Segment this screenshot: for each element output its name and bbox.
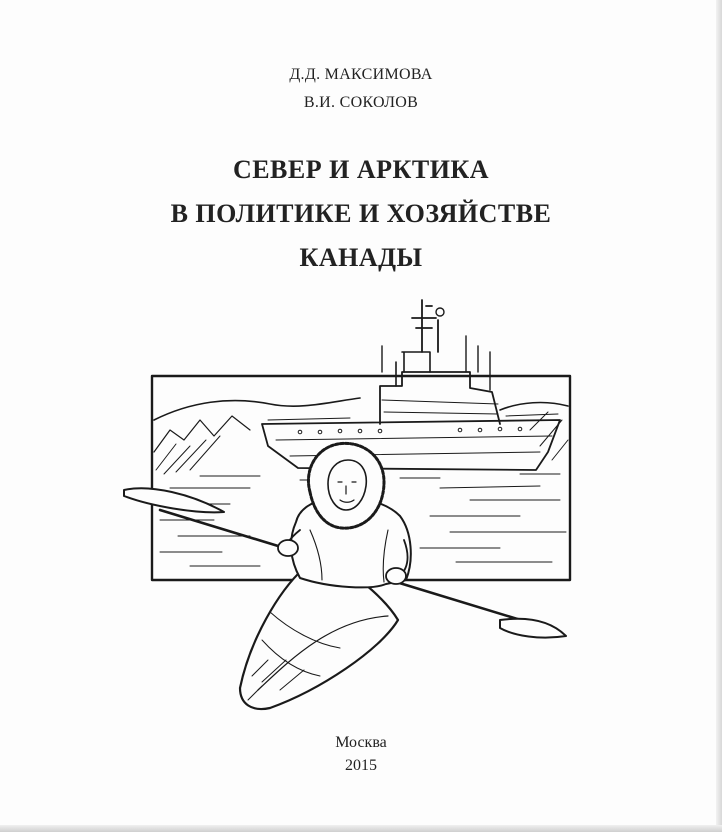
page-edge-shadow [716, 0, 722, 832]
paddle-blade-left [124, 488, 224, 512]
ship-superstructure [380, 372, 500, 424]
book-title-line: СЕВЕР И АРКТИКА [232, 155, 490, 184]
page-edge-shadow [0, 825, 722, 832]
kayak [240, 568, 398, 709]
book-title-line: КАНАДЫ [299, 243, 423, 272]
ship-mast [412, 300, 438, 352]
paddle-blade-right [500, 619, 566, 638]
ship-portholes [298, 427, 522, 434]
ship-hull [262, 420, 560, 470]
book-title-line: В ПОЛИТИКЕ И ХОЗЯЙСТВЕ [170, 199, 552, 228]
author-name: Д.Д. МАКСИМОВА [289, 66, 433, 83]
author-name: В.И. СОКОЛОВ [303, 94, 419, 111]
hills [154, 398, 568, 420]
publication-year: 2015 [345, 757, 377, 774]
publication-city: Москва [335, 734, 387, 751]
